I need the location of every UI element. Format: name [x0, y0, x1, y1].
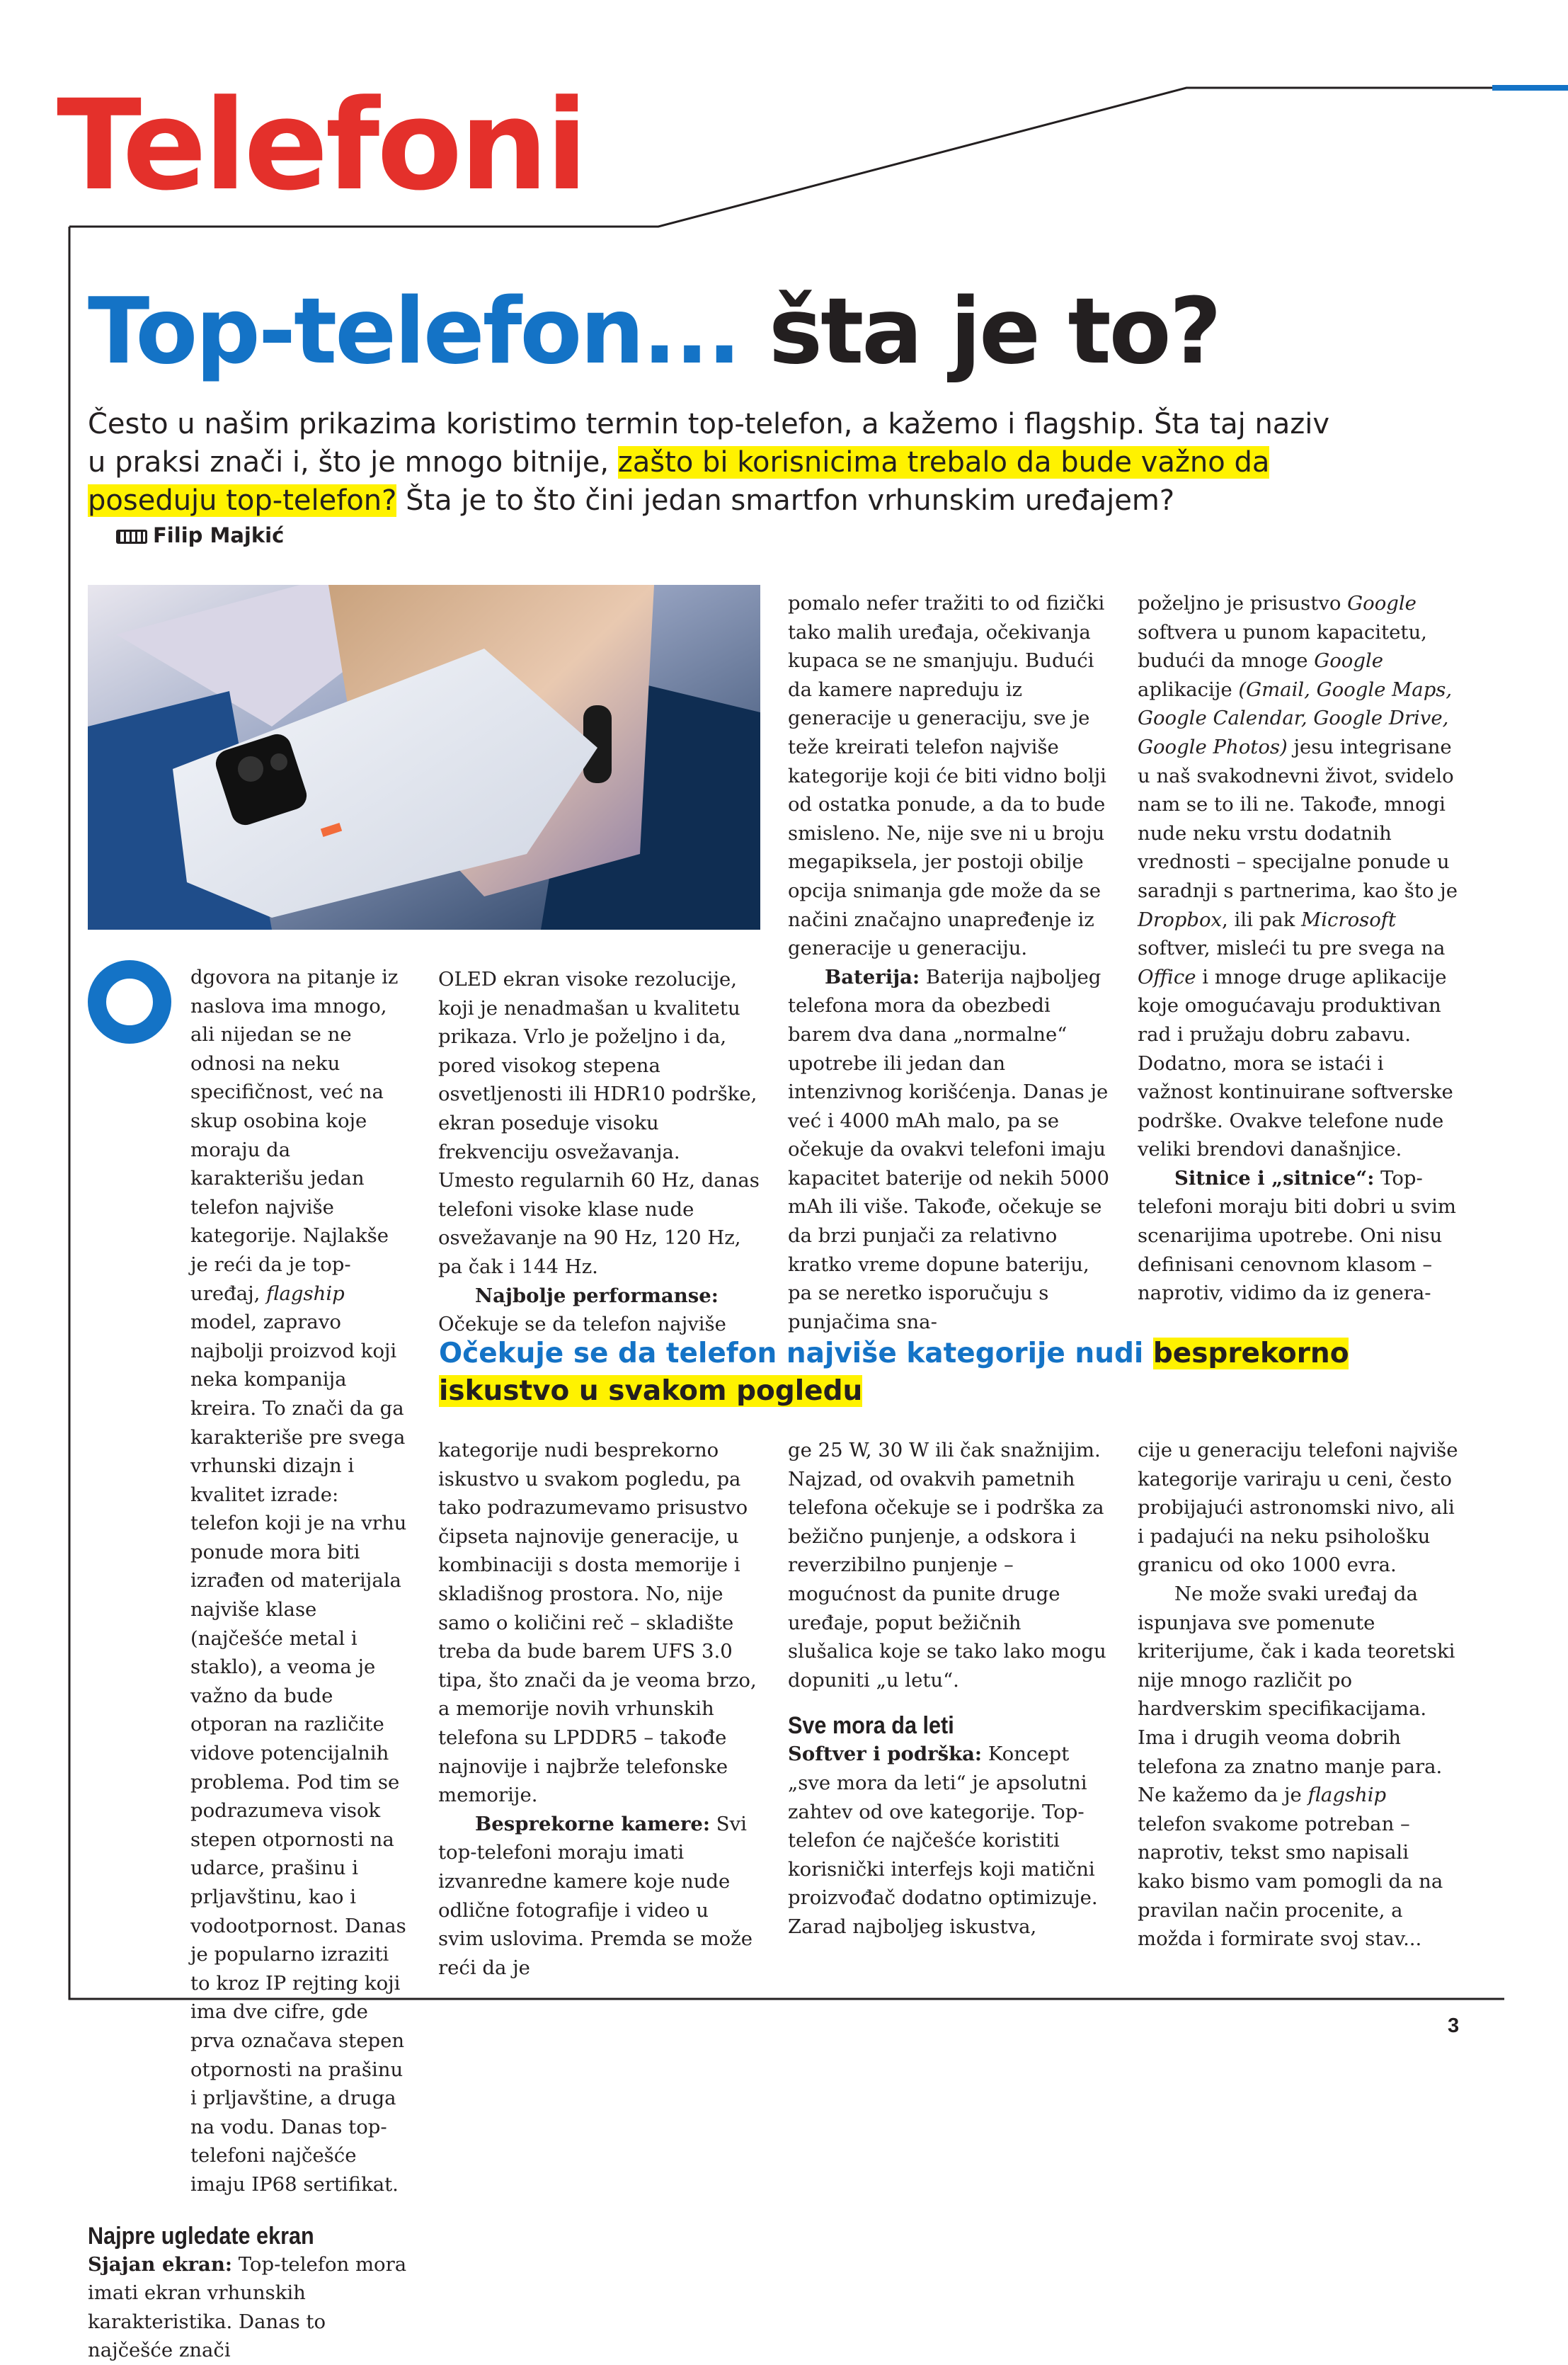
col4-paragraph-1: [1138, 589, 1460, 1164]
pull-quote: [439, 1335, 1444, 1410]
col3-p2: Baterija najboljeg telefona mora da obezbedi barem dva dana „normalne“ upotrebe ili jedan dan intenzivnog korišćenja. Danas je već i 4000 mAh malo, pa se očekuje da ovakvi telefoni imaju kapacitet baterije od nekih 5000 mAh ili više. Takođe, očekuje se da brzi punjači za relativno kratko vreme dopune bateriju, pa se neretko isporučuju s punjačima sna-: [788, 965, 1109, 1333]
col4-italic-dropbox: Dropbox: [1138, 908, 1223, 931]
col1-subhead: Najpre ugledate ekran: [88, 2222, 314, 2250]
col1-p2: Top-telefon mora imati ekran vrhunskih karakteristika. Danas to najčešće znači: [88, 2252, 407, 2362]
col1-p1-end: model, zapravo najbolji proizvod koji neka kompanija kreira. To znači da ga karakteriše pre svega vrhunski dizajn i kvalitet izrade: telefon koji je na vrhu ponude mora biti izrađen od materijala najviše klase (najčešće metal i staklo), a veoma je važno da bude otporan na različite vidove potencijalnih problema. Pod tim se podrazumeva visok stepen otpornosti na udarce, prašinu i prljavštinu, kao i vodootpornost. Danas je popularno izraziti to kroz IP rejting koji ima dve cifre, gde prva označava stepen otpornosti na prašinu i prljavštine, a druga na vodu. Danas top-telefoni najčešće imaju IP68 sertifikat.: [190, 1311, 407, 2196]
col4-p4-end: telefon svakome potreban – naprotiv, tekst smo napisali kako bismo vam pomogli da na pravilan način procenite, a možda i formirate svoj stav...: [1138, 1812, 1443, 1951]
col4-p4-italic: flagship: [1307, 1784, 1387, 1807]
column-3-bottom: [788, 1436, 1110, 1942]
lead-text-1: Često u našim prikazima koristimo termin top-telefon, a kažemo i flagship. Šta taj naziv u praksi znači i, što je mnogo bitnije,: [88, 408, 1330, 479]
col3-p2-bold: Baterija:: [825, 965, 920, 988]
col3-paragraph-2: [788, 963, 1110, 1337]
col4-p3: cije u generaciju telefoni najviše kategorije variraju u ceni, često probijajući astronomski nivo, ali i padajući na neku psihološku granicu od oko 1000 evra.: [1138, 1439, 1458, 1577]
col4-paragraph-2: [1138, 1164, 1460, 1308]
keyboard-icon: [116, 530, 147, 544]
col2-p2: Očekuje se da telefon najviše: [438, 1313, 726, 1336]
col2-paragraph-4: [438, 1810, 760, 1983]
page-number: 3: [1448, 2014, 1460, 2037]
col4-p1b: softvera u punom kapacitetu, budući da mnoge: [1138, 620, 1427, 673]
col4-p1e: , ili pak: [1222, 908, 1295, 931]
col1-intro: [88, 963, 410, 2199]
lead-highlight: zašto bi korisnicima trebalo da bude važno da poseduju top-telefon?: [88, 446, 1270, 517]
col3-p1: pomalo nefer tražiti to od fizički tako malih uređaja, očekivanja kupaca se ne smanjuju. Budući da kamere napreduju iz generacije u generaciju, sve je teže kreirati telefon najviše kategorije koji će biti vidno bolji od ostatka ponude, a da to bude smisleno. Ne, nije sve ni u broju megapiksela, jer postoji obilje opcija snimanja gde može da se načini značajno unapređenje iz generacije u generaciju.: [788, 592, 1106, 960]
col4-p2-bold: Sitnice i „sitnice“:: [1174, 1166, 1375, 1190]
column-4-top: [1138, 589, 1460, 1308]
col3-paragraph-4: [788, 1740, 1110, 1941]
col2-p1: OLED ekran visoke rezolucije, koji je nenadmašan u kvalitetu prikaza. Vrlo je poželjno i da, pored visokog stepena osvetljenosti ili HDR10 podrške, ekran poseduje visoku frekvenciju osvežavanja. Umesto regularnih 60 Hz, danas telefoni visoke klase nude osvežavanje na 90 Hz, 120 Hz, pa čak i 144 Hz.: [438, 968, 760, 1278]
col4-p4: Ne može svaki uređaj da ispunjava sve pomenute kriterijume, čak i kada teoretski nije mnogo različit po hardverskim specifikacijama. Ima i drugih veoma dobrih telefona za znatno manje para. Ne kažemo da je: [1138, 1582, 1455, 1807]
column-4-bottom: [1138, 1436, 1460, 1954]
col4-italic-google-2: Google: [1314, 649, 1384, 673]
author-name: Filip Majkić: [153, 523, 285, 547]
col2-p4: Svi top-telefoni moraju imati izvanredne kamere koje nude odlične fotografije i video u svim uslovima. Premda se može reći da je: [438, 1812, 752, 1979]
article-headline: [88, 279, 1220, 384]
col4-p1f: softver, misleći tu pre svega na: [1138, 937, 1446, 960]
col2-p4-bold: Besprekorne kamere:: [475, 1812, 710, 1835]
col2-paragraph-2: [438, 1282, 760, 1339]
col4-italic-office: Office: [1138, 965, 1196, 988]
col4-italic-microsoft: Microsoft: [1301, 908, 1397, 931]
headline-part-1: Top-telefon...: [88, 279, 740, 384]
col1-paragraph-2: [88, 2250, 410, 2365]
col2-p3: kategorije nudi besprekorno iskustvo u svakom pogledu, pa tako podrazumevamo prisustvo čipseta najnovije generacije, u kombinaciji s dosta memorije i skladišnog prostora. No, nije samo o količini reč – skladište treba da bude barem UFS 3.0 tipa, što znači da je veoma brzo, a memorije novih vrhunskih telefona su LPDDR5 – takođe najnovije i najbrže telefonske memorije.: [438, 1439, 757, 1807]
byline: [116, 523, 284, 547]
col3-p4: Koncept „sve mora da leti“ je apsolutni zahtev od ove kategorije. Top-telefon će najčešće koristiti korisnički interfejs koji matični proizvođač dodatno optimizuje. Zarad najboljeg iskustva,: [788, 1743, 1098, 1938]
pull-quote-highlight: besprekorno iskustvo u svakom pogledu: [439, 1338, 1349, 1407]
column-1: [88, 963, 410, 2365]
section-title: Telefoni: [57, 73, 585, 218]
col1-p1-italic: flagship: [266, 1282, 345, 1305]
col3-p3: ge 25 W, 30 W ili čak snažnijim. Najzad, od ovakvih pametnih telefona očekuje se i podrška za bežično punjenje, a odskora i reverzibilno punjenje – mogućnost da punite druge uređaje, poput bežičnih slušalica koje se tako lako mogu dopuniti „u letu“.: [788, 1439, 1106, 1692]
phones-photo: [88, 585, 760, 930]
col2-p2-bold: Najbolje performanse:: [475, 1284, 719, 1307]
col4-italic-google-1: Google: [1347, 592, 1417, 615]
column-2-top: [438, 965, 760, 1339]
col4-p1a: poželjno je prisustvo: [1138, 592, 1341, 615]
col4-italic-apps: (Gmail, Google Maps, Google Calendar, Google Drive, Google Photos): [1138, 678, 1453, 758]
col3-subhead: Sve mora da leti: [788, 1712, 954, 1740]
col4-p2: Top-telefoni moraju biti dobri u svim scenarijima upotrebe. Oni nisu definisani cenovnom klasom – naprotiv, vidimo da iz genera-: [1138, 1166, 1456, 1305]
col4-p1d: jesu integrisane u naš svakodnevni život, svidelo nam se to ili ne. Takođe, mnogi nude neku vrstu dodatnih vrednosti – specijalne ponude u saradnji s partnerima, kao što je: [1138, 735, 1458, 902]
col1-p2-bold: Sjajan ekran:: [88, 2252, 232, 2276]
article-lead: [88, 405, 1334, 560]
col4-p1c: aplikacije: [1138, 678, 1232, 701]
lead-text-2: Šta je to što čini jedan smartfon vrhunskim uređajem?: [406, 484, 1175, 517]
column-3-top: [788, 589, 1110, 1336]
pull-quote-text: Očekuje se da telefon najviše kategorije nudi: [439, 1338, 1144, 1369]
headline-part-2: šta je to?: [768, 279, 1220, 384]
col4-p1g: i mnoge druge aplikacije koje omogućavaju produktivan rad i pružaju dobru zabavu. Dodatno, mora se istaći i važnost kontinuirane softverske podrške. Ovakve telefone nude veliki brendovi današnjice.: [1138, 965, 1453, 1161]
column-2-bottom: [438, 1436, 760, 1982]
col3-p4-bold: Softver i podrška:: [788, 1743, 983, 1766]
col4-paragraph-4: [1138, 1580, 1460, 1954]
article-photo: [88, 585, 760, 930]
col1-p1: dgovora na pitanje iz naslova ima mnogo, ali nijedan se ne odnosi na neku specifičnost, već na skup osobina koje moraju da karakterišu jedan telefon najviše kategorije. Najlakše je reći da je top-uređaj,: [190, 966, 399, 1305]
